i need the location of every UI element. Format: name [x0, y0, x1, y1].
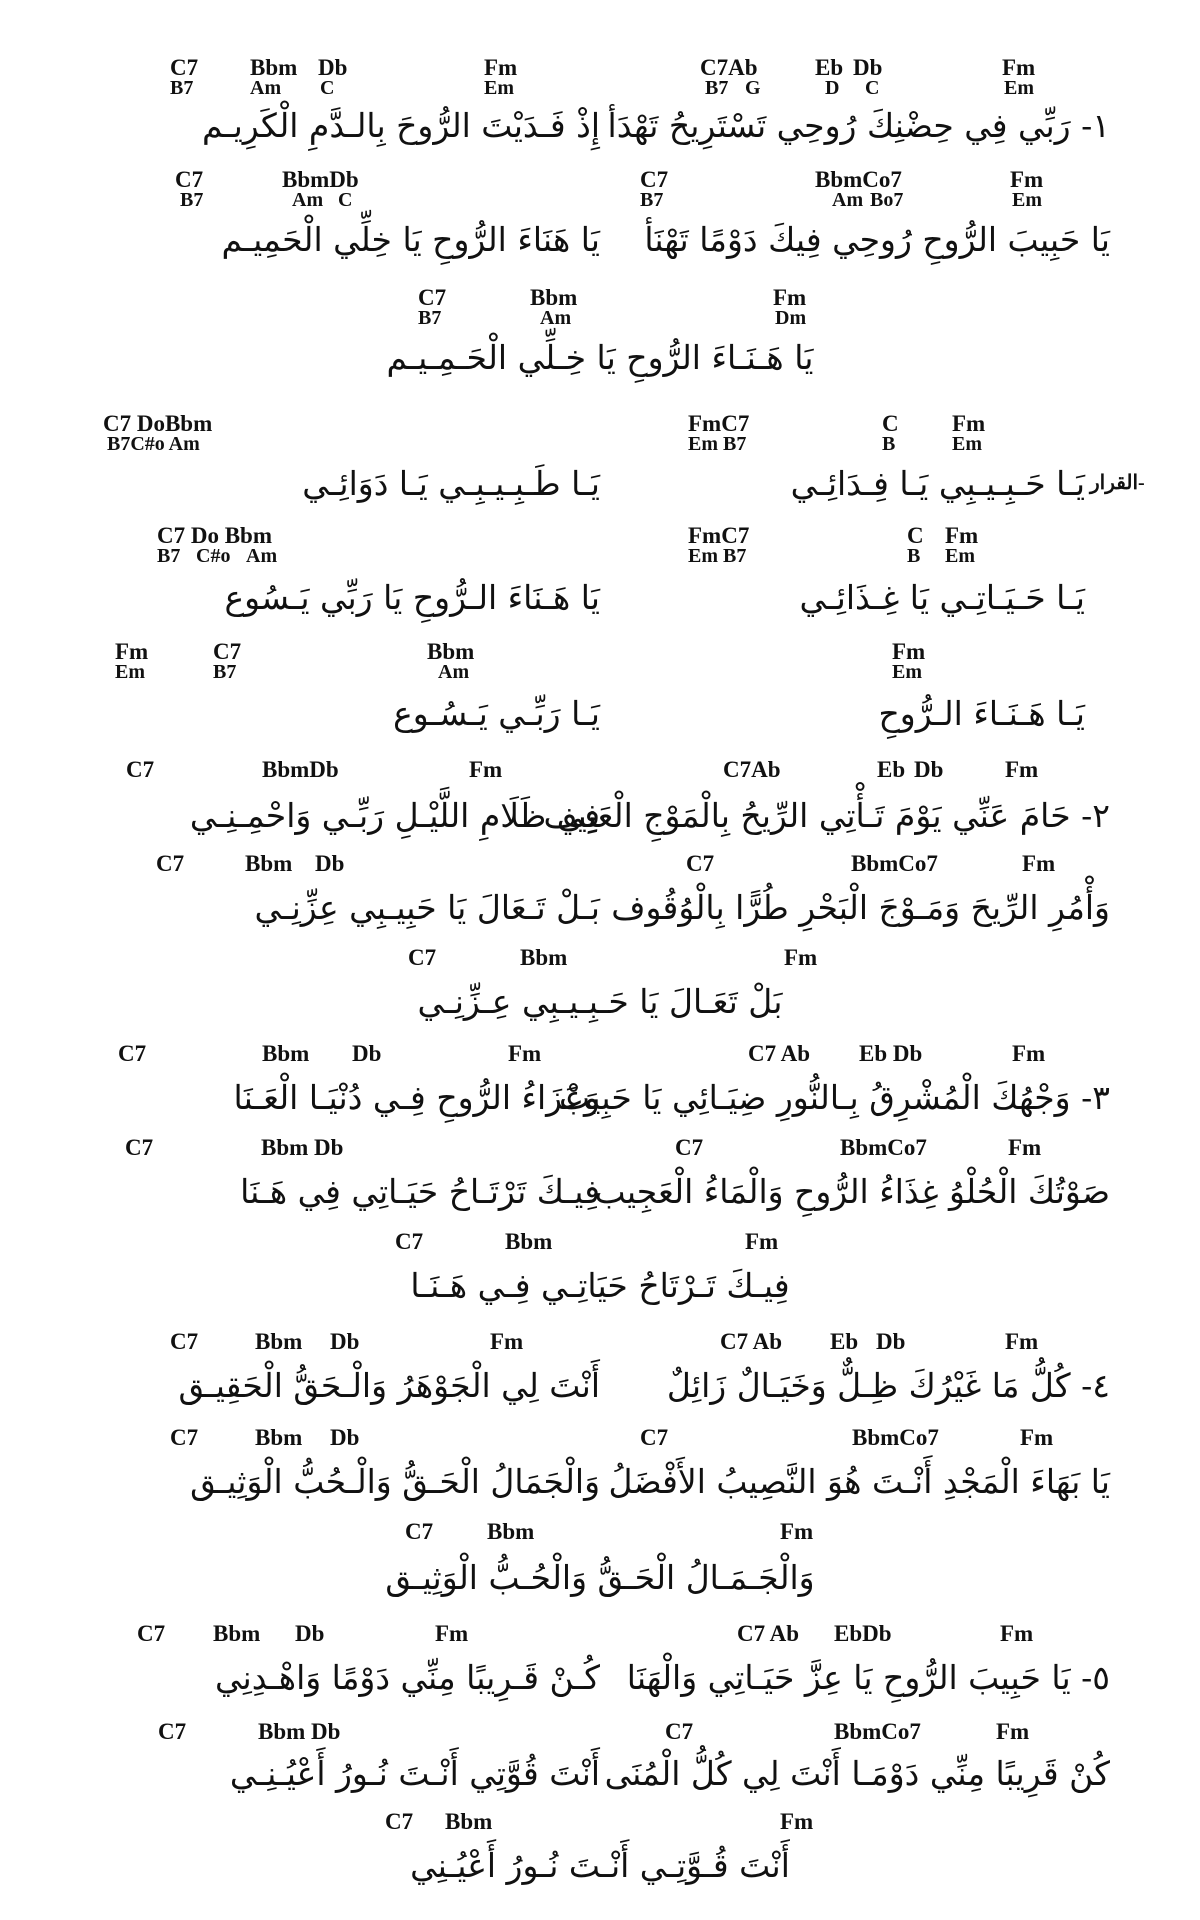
chord: Bbm	[213, 1621, 261, 1646]
chord: C7	[640, 167, 669, 192]
chord: Fm	[996, 1719, 1030, 1744]
lyric-line: صَوْتُكَ الْحُلْوُ غِذَاءُ الرُّوحِ وَالْمَاءُ الْعَجِيب	[594, 1172, 1110, 1211]
alt-chord: B7	[170, 77, 194, 99]
alt-chord: B7	[213, 661, 237, 683]
chord: Fm	[780, 1809, 814, 1834]
chord: C7	[137, 1621, 166, 1646]
alt-chord: C#o	[196, 545, 231, 567]
chord: Fm	[1005, 1329, 1039, 1354]
chord: Db	[853, 55, 883, 80]
lyric-line: أَنْتَ لِي الْجَوْهَرُ وَالْـحَقُّ الْحَقِيـق	[178, 1366, 600, 1405]
chord: Fm	[945, 523, 979, 548]
lyric-line: وَالْجَمَالُ الْحَـقُّ وَالْـحُبُّ الْوَثِيـق	[190, 1462, 600, 1501]
chord: Eb	[877, 757, 906, 782]
alt-chord: C	[320, 77, 335, 99]
chord: Bbm	[520, 945, 568, 970]
chord: Fm	[490, 1329, 524, 1354]
chord: Db	[330, 1329, 360, 1354]
chorus-label: القرار-	[1090, 472, 1145, 494]
lyric-line: ٤- كُلُّ مَا غَيْرُكَ ظِـلٌّ وَخَيَـالٌ زَائِلٌ	[666, 1366, 1110, 1405]
chord: BbmCo7	[852, 1425, 939, 1450]
chord: Fm	[484, 55, 518, 80]
chord: C7	[686, 851, 715, 876]
lyric-line: يَـا رَبِّـي يَـسُـوع	[393, 694, 600, 733]
lyric-line: ٢- حَامَ عَنِّي يَوْمَ تَـأْتِي الرِّيحُ بِالْمَوْجِ الْعَنِيف	[543, 796, 1110, 835]
lyric-line: إِذْ فَـدَيْتَ الرُّوحَ بِالـدَّمِ الْكَرِيـم	[201, 106, 600, 145]
lyric-line: وَأْمُرِ الرِّيحَ وَمَـوْجَ الْبَحْرِ طُرًّا بِالْوُقُوف	[611, 888, 1110, 927]
alt-chord: B7	[180, 189, 204, 211]
chord: C7	[418, 285, 447, 310]
chord: Fm	[784, 945, 818, 970]
lyric-line: فِيـكَ تَرْتَـاحُ حَيَـاتِي فِي هَـنَا	[240, 1172, 600, 1211]
alt-chord: Bo7	[870, 189, 904, 211]
alt-chord: Em	[1012, 189, 1042, 211]
chord: Db	[330, 1425, 360, 1450]
chord: C7	[408, 945, 437, 970]
chord: Fm	[1008, 1135, 1042, 1160]
lyric-line: بَلْ تَعَـالَ يَا حَـبِـيـبِي عِـزِّنِـي	[417, 982, 783, 1021]
chord: FmC7	[688, 411, 750, 436]
lyric-line: يَا حَبِيبَ الرُّوحِ رُوحِي فِيكَ دَوْمًا تَهْنَأ	[644, 220, 1110, 259]
lyric-line: ٣- وَجْهُكَ الْمُشْرِقُ بِـالنُّورِ ضِيَـائِي يَا حَبِيبْ	[559, 1078, 1110, 1117]
chord: C7	[405, 1519, 434, 1544]
chord: C7	[158, 1719, 187, 1744]
chord: BbmDb	[262, 757, 339, 782]
alt-chord: Am	[292, 189, 324, 211]
chord: Bbm	[427, 639, 475, 664]
chord: Fm	[435, 1621, 469, 1646]
chord: Fm	[892, 639, 926, 664]
alt-chord: B7	[418, 307, 442, 329]
chord: C7 Ab	[748, 1041, 810, 1066]
chord: Fm	[1002, 55, 1036, 80]
chord: BbmCo7	[840, 1135, 927, 1160]
lyric-line: كُنْ قَرِيبًا مِنِّي دَوْمَـا أَنْتَ لِي كُلُّ الْمُنَى	[604, 1754, 1110, 1793]
chord: C7	[170, 1329, 199, 1354]
chord: Db	[315, 851, 345, 876]
alt-chord: Am	[832, 189, 864, 211]
chord: Bbm	[445, 1809, 493, 1834]
alt-chord: Am	[438, 661, 470, 683]
chord: Db	[352, 1041, 382, 1066]
chord: C7	[640, 1425, 669, 1450]
lyric-line: يَـا حَـيَـاتِـي يَا غِـذَائِـي	[799, 578, 1085, 617]
chord: Bbm	[505, 1229, 553, 1254]
chord: Bbm	[250, 55, 298, 80]
chord: Bbm Db	[261, 1135, 344, 1160]
chord: C7	[170, 55, 199, 80]
lyric-line: كُـنْ قَـرِيبًا مِنِّي دَوْمًا وَاهْـدِنِي	[215, 1658, 600, 1697]
chord: Bbm	[255, 1329, 303, 1354]
chord: Fm	[745, 1229, 779, 1254]
lyric-line: يَـا هَـنَـاءَ الـرُّوحِ	[878, 694, 1085, 733]
alt-chord: Em	[115, 661, 145, 683]
alt-chord: D	[825, 77, 840, 99]
chord: BbmCo7	[834, 1719, 921, 1744]
chord: Fm	[469, 757, 503, 782]
chord: Bbm	[530, 285, 578, 310]
alt-chord: B7	[640, 189, 664, 211]
alt-chord: Em	[952, 433, 982, 455]
chord: Fm	[1012, 1041, 1046, 1066]
chord: C7	[125, 1135, 154, 1160]
chord: C7	[170, 1425, 199, 1450]
chord: Db	[876, 1329, 906, 1354]
chord: Fm	[773, 285, 807, 310]
chord: C7	[175, 167, 204, 192]
chord: C	[882, 411, 899, 436]
alt-chord: Am	[250, 77, 282, 99]
lyric-line: وَعَزَاءُ الرُّوحِ فِـي دُنْيَـا الْعَـنَا	[233, 1078, 600, 1117]
lyric-line: يَـا حَـبِـيـبِي يَـا فِـدَائِـي	[790, 464, 1085, 503]
alt-chord: C	[865, 77, 880, 99]
alt-chord: B7	[157, 545, 181, 567]
alt-chord: Em	[484, 77, 514, 99]
alt-chord: Em	[945, 545, 975, 567]
chord: BbmDb	[282, 167, 359, 192]
alt-chord: Em	[892, 661, 922, 683]
chord: Fm	[115, 639, 149, 664]
lyric-line: أَنْتَ قُوَّتِي أَنْـتَ نُـورُ أَعْيُـنِـي	[229, 1754, 600, 1793]
chord: C7Ab	[723, 757, 781, 782]
alt-chord: Dm	[775, 307, 807, 329]
alt-chord: G	[745, 77, 761, 99]
alt-chord: B	[882, 433, 896, 455]
lyric-line: يَا هَـنَـاءَ الرُّوحِ يَا خِـلِّي الْحَـمِـيـم	[386, 338, 814, 377]
alt-chord: Em	[1004, 77, 1034, 99]
chord: Bbm	[245, 851, 293, 876]
chord: C7	[665, 1719, 694, 1744]
lyric-line: يَا هَـنَاءَ الـرُّوحِ يَا رَبِّي يَـسُوع	[224, 578, 600, 617]
lyric-line: ١- رَبِّي فِي حِضْنِكَ رُوحِي تَسْتَرِيحُ تَهْدَأ	[607, 106, 1110, 145]
chord: C7 Do Bbm	[157, 523, 273, 548]
chord: Fm	[952, 411, 986, 436]
chord: Fm	[1000, 1621, 1034, 1646]
lyric-line: يَـا طَـبِـيـبِـي يَـا دَوَائِـي	[302, 464, 600, 503]
alt-chord: Em B7	[688, 545, 747, 567]
chord: FmC7	[688, 523, 750, 548]
chord: C7	[385, 1809, 414, 1834]
chord: Bbm	[262, 1041, 310, 1066]
lyric-line: يَا هَنَاءَ الرُّوحِ يَا خِلِّي الْحَمِيـم	[221, 220, 600, 259]
alt-chord: B7	[705, 77, 729, 99]
chord: Fm	[1005, 757, 1039, 782]
chord: Db	[295, 1621, 325, 1646]
chord: BbmCo7	[815, 167, 902, 192]
chord: C7	[126, 757, 155, 782]
chord: Fm	[1010, 167, 1044, 192]
lyric-line: فِيـكَ تَـرْتَاحُ حَيَاتِـي فِـي هَـنَـا	[410, 1266, 790, 1305]
alt-chord: B	[907, 545, 921, 567]
chord: Fm	[780, 1519, 814, 1544]
chord: C7 Ab	[737, 1621, 799, 1646]
chord: Eb Db	[859, 1041, 923, 1066]
chord: Db	[318, 55, 348, 80]
chord: Fm	[508, 1041, 542, 1066]
chord: C7	[118, 1041, 147, 1066]
lyric-line: فِي ظَلَامِ اللَّيْـلِ رَبِّـي وَاحْمِـنِـي	[189, 796, 600, 835]
chord: C7	[675, 1135, 704, 1160]
lyric-line: يَا بَهَاءَ الْمَجْدِ أَنْـتَ هُوَ النَّصِيبُ الأَفْضَلُ	[608, 1462, 1110, 1501]
chord: Fm	[1020, 1425, 1054, 1450]
chord: Bbm	[255, 1425, 303, 1450]
chord: C7	[395, 1229, 424, 1254]
alt-chord: Am	[246, 545, 278, 567]
alt-chord: Em B7	[688, 433, 747, 455]
chord: C7	[213, 639, 242, 664]
lyric-line: أَنْتَ قُـوَّتِـي أَنْـتَ نُـورُ أَعْيُـنِي	[410, 1846, 790, 1885]
chord: Eb	[815, 55, 844, 80]
lyric-line: وَالْجَـمَـالُ الْحَـقُّ وَالْحُـبُّ الْوَثِيـق	[385, 1558, 815, 1597]
alt-chord: C	[338, 189, 353, 211]
lyric-line: ٥- يَا حَبِيبَ الرُّوحِ يَا عِزَّ حَيَـاتِي وَالْهَنَا	[626, 1658, 1110, 1697]
chord: C7 Ab	[720, 1329, 782, 1354]
chord: C	[907, 523, 924, 548]
chord: Fm	[1022, 851, 1056, 876]
chord: Eb	[830, 1329, 859, 1354]
chord: Bbm	[487, 1519, 535, 1544]
alt-chord: B7C#o Am	[107, 433, 200, 455]
chord: Db	[914, 757, 944, 782]
chord: C7Ab	[700, 55, 758, 80]
chord: C7	[156, 851, 185, 876]
chord: Bbm Db	[258, 1719, 341, 1744]
chord: BbmCo7	[851, 851, 938, 876]
chord: EbDb	[834, 1621, 892, 1646]
lyric-line: بَـلْ تَـعَالَ يَا حَبِيـبِي عِزِّنِـي	[254, 888, 600, 927]
chord: C7 DoBbm	[103, 411, 213, 436]
alt-chord: Am	[540, 307, 572, 329]
